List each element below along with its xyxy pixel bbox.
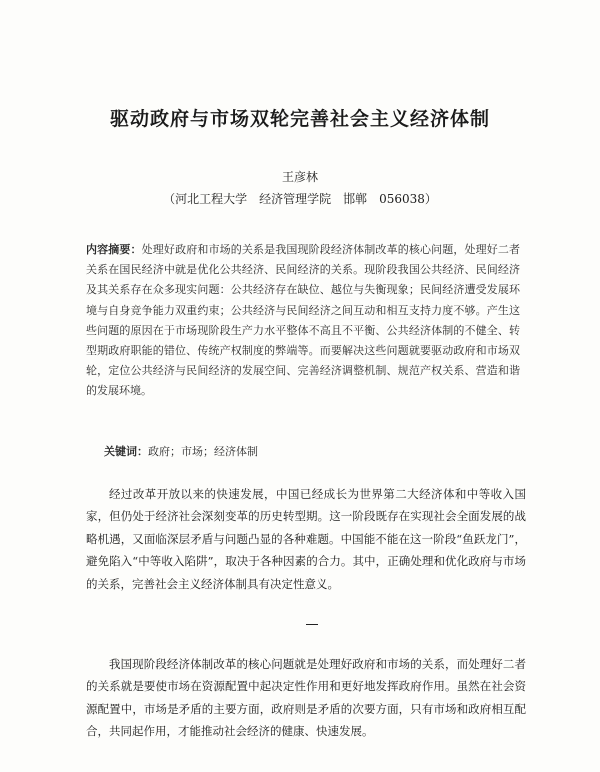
keywords-text: 政府；市场；经济体制 [148,445,258,458]
author-affiliation: （河北工程大学 经济管理学院 邯郸 056038） [163,192,437,206]
keywords [104,443,524,461]
abstract [86,240,520,402]
abstract-label: 内容摘要： [86,243,142,256]
keywords-label: 关键词： [104,445,148,458]
section-numeral [306,624,318,625]
intro-paragraph: 经过改革开放以来的快速发展，中国已经成长为世界第二大经济体和中等收入国家，但仍处于经济社会深刻变革的历史转型期。这一阶段既存在实现社会全面发展的战略机遇，又面临深层矛盾与问题凸显的各种难题。中国能不能在这一阶段“鱼跃龙门”，避免陷入“中等收入陷阱”，取决于各种因素的合力。其中，正确处理和优化政府与市场的关系，完善社会主义经济体制具有决定性意义。 [86,487,526,591]
body-paragraph: 我国现阶段经济体制改革的核心问题就是处理好政府和市场的关系，而处理好二者的关系就是要使市场在资源配置中起决定性作用和更好地发挥政府作用。虽然在社会资源配置中，市场是矛盾的主要方面，政府则是矛盾的次要方面，只有市场和政府相互配合，共同起作用，才能推动社会经济的健康、快速发展。 [86,657,526,739]
paper-title: 驱动政府与市场双轮完善社会主义经济体制 [109,108,490,130]
abstract-text: 处理好政府和市场的关系是我国现阶段经济体制改革的核心问题，处理好二者关系在国民经济中就是优化公共经济、民间经济的关系。现阶段我国公共经济、民间经济及其关系存在众多现实问题：公共经济存在缺位、越位与失衡现象；民间经济遭受发展环境与自身竞争能力双重约束；公共经济与民间经济之间互动和相互支持力度不够。产生这些问题的原因在于市场现阶段生产力水平整体不高且不平衡、公共经济体制的不健全、转型期政府职能的错位、传统产权制度的弊端等。而要解决这些问题就要驱动政府和市场双轮，定位公共经济与民间经济的发展空间、完善经济调整机制、规范产权关系、营造和谐的发展环境。 [86,243,521,398]
author-name: 王彦林 [281,170,318,184]
